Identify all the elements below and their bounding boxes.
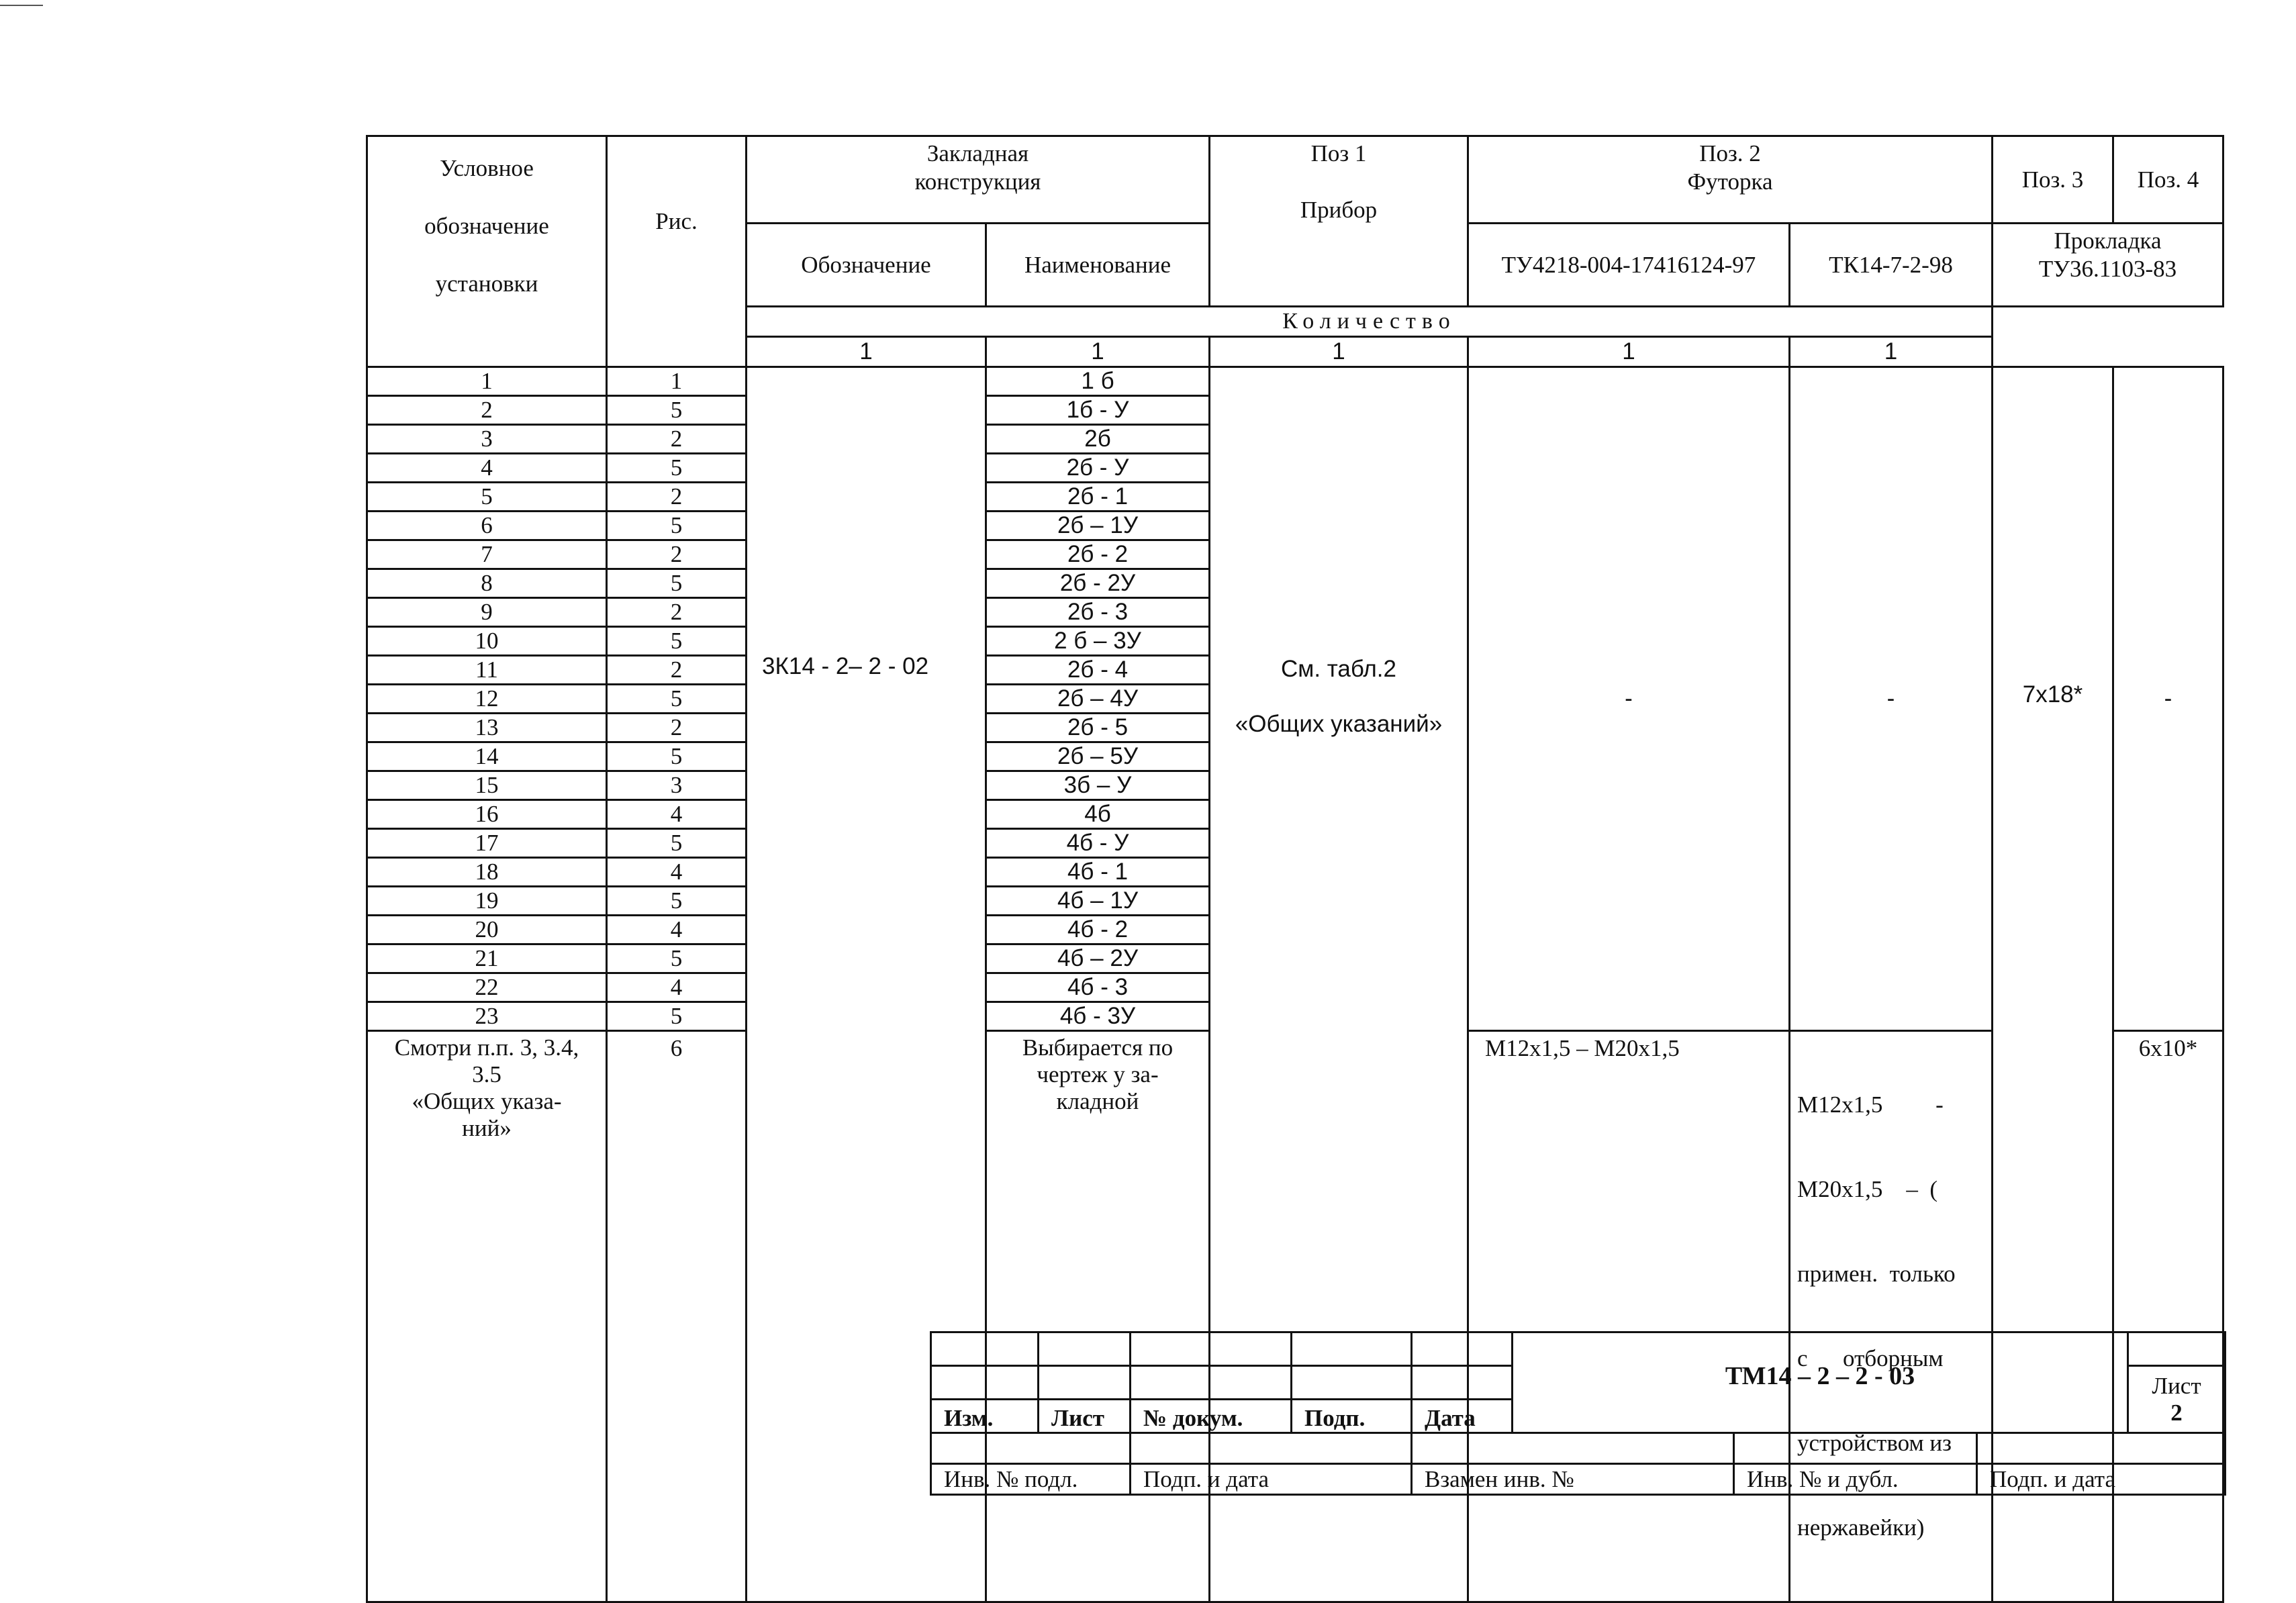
row-ris: 5 [607, 569, 747, 598]
row-name: 2 б – 3У [986, 627, 1210, 656]
last-futorka-tk-line4: с отборным [1797, 1345, 1944, 1371]
row-num: 19 [367, 887, 607, 916]
stamp-cell [1412, 1332, 1513, 1366]
stamp-podp-data-2: Подп. и дата [1977, 1464, 2226, 1495]
row-name: 4б - У [986, 829, 1210, 858]
row-name: 4б – 2У [986, 944, 1210, 973]
row-name: 3б – У [986, 771, 1210, 800]
row-ris: 3 [607, 771, 747, 800]
row-name: 2б - 4 [986, 656, 1210, 685]
stamp-podp-data: Подп. и дата [1131, 1464, 1412, 1495]
row-name: 4б – 1У [986, 887, 1210, 916]
header-poz2-line2: Футорка [1687, 168, 1773, 195]
stamp-vzamen: Взамен инв. № [1412, 1464, 1734, 1495]
row-ris: 5 [607, 1002, 747, 1031]
stamp-list: Лист [1039, 1400, 1131, 1433]
row-ris: 5 [607, 685, 747, 714]
last-uslovnoe-line2: 3.5 [472, 1061, 501, 1087]
stamp-cell [1039, 1332, 1131, 1366]
poz4-merged: - [2113, 367, 2223, 1031]
qty-poz1: 1 [747, 337, 986, 367]
poz3-value: 7х18* [2022, 681, 2083, 708]
header-poz1 [1210, 136, 1468, 307]
stamp-cell [1131, 1366, 1292, 1400]
header-uslovnoe [367, 136, 607, 367]
row-name: 1 б [986, 367, 1210, 396]
header-poz2 [1468, 136, 1993, 224]
stamp-cell [1131, 1433, 1412, 1464]
stamp-cell [1131, 1332, 1292, 1366]
header-naimenovanie: Наименование [986, 224, 1210, 307]
row-name: 2б [986, 425, 1210, 454]
stamp-sheet [2128, 1366, 2226, 1433]
last-futorka-tk-line1: М12х1,5 - [1797, 1091, 1944, 1118]
last-futorka-tk [1790, 1031, 1993, 1602]
row-num: 13 [367, 714, 607, 742]
qty-futorka-tk: 1 [1210, 337, 1468, 367]
last-uslovnoe-line4: ний» [462, 1115, 512, 1141]
row-ris: 5 [607, 512, 747, 540]
stamp-sheet-value: 2 [2170, 1399, 2183, 1426]
last-futorka-tu: М12х1,5 – М20х1,5 [1468, 1031, 1790, 1602]
stamp-cell [1734, 1433, 1977, 1464]
pribor-line1: См. табл.2 [1281, 656, 1396, 682]
row-name: 4б [986, 800, 1210, 829]
row-num: 12 [367, 685, 607, 714]
qty-futorka-tu: 1 [986, 337, 1210, 367]
row-num: 15 [367, 771, 607, 800]
stamp-cell [1977, 1433, 2226, 1464]
row-ris: 2 [607, 598, 747, 627]
row-name: 2б – 1У [986, 512, 1210, 540]
header-poz4: Поз. 4 [2113, 136, 2223, 224]
row-num: 10 [367, 627, 607, 656]
header-zakladnaya [747, 136, 1210, 224]
stamp-cell [931, 1366, 1039, 1400]
header-poz3: Поз. 3 [1993, 136, 2113, 224]
row-num: 8 [367, 569, 607, 598]
row-num: 17 [367, 829, 607, 858]
row-ris: 5 [607, 887, 747, 916]
stamp-cell [1292, 1332, 1412, 1366]
title-block [930, 1331, 2226, 1496]
row-ris: 5 [607, 742, 747, 771]
row-ris: 2 [607, 656, 747, 685]
last-poz4: 6х10* [2113, 1031, 2223, 1602]
header-kolichestvo: Количество [747, 307, 1993, 337]
row-ris: 4 [607, 973, 747, 1002]
header-futorka-tu: ТУ4218-004-17416124-97 [1468, 224, 1790, 307]
row-num: 18 [367, 858, 607, 887]
table-row [367, 367, 2223, 396]
stamp-cell [1039, 1366, 1131, 1400]
row-ris: 5 [607, 944, 747, 973]
row-num: 23 [367, 1002, 607, 1031]
row-name: 2б – 4У [986, 685, 1210, 714]
header-ris: Рис. [607, 136, 747, 367]
row-name: 1б - У [986, 396, 1210, 425]
row-ris: 2 [607, 425, 747, 454]
row-name: 2б - 5 [986, 714, 1210, 742]
last-futorka-tk-line2: М20х1,5 – ( [1797, 1176, 1938, 1202]
row-name: 2б - У [986, 454, 1210, 483]
row-num: 14 [367, 742, 607, 771]
stamp-cell [931, 1433, 1131, 1464]
last-ris: 6 [607, 1031, 747, 1602]
qty-poz3: 1 [1468, 337, 1790, 367]
row-num: 21 [367, 944, 607, 973]
row-name: 2б - 2У [986, 569, 1210, 598]
header-futorka-tk: ТК14-7-2-98 [1790, 224, 1993, 307]
stamp-izm: Изм. [931, 1400, 1039, 1433]
stamp-data: Дата [1412, 1400, 1513, 1433]
pribor-line2: «Общих указаний» [1235, 711, 1443, 737]
header-poz2-line1: Поз. 2 [1699, 140, 1761, 166]
row-num: 6 [367, 512, 607, 540]
last-uslovnoe [367, 1031, 607, 1602]
row-name: 4б - 3У [986, 1002, 1210, 1031]
row-ris: 5 [607, 829, 747, 858]
row-ris: 1 [607, 367, 747, 396]
stamp-cell [2128, 1332, 2226, 1366]
last-futorka-tk-line6: нержавейки) [1797, 1514, 1925, 1541]
last-uslovnoe-line3: «Общих указа- [412, 1088, 562, 1114]
row-ris: 5 [607, 396, 747, 425]
header-uslovnoe-line1: Условное [440, 155, 534, 181]
stamp-designation: ТМ14 – 2 – 2 - 03 [1513, 1332, 2128, 1433]
stamp-doc-num: № докум. [1131, 1400, 1292, 1433]
stamp-cell [1412, 1433, 1734, 1464]
last-futorka-tk-line3: примен. только [1797, 1261, 1956, 1287]
futorka-tk-merged: - [1790, 367, 1993, 1031]
row-ris: 2 [607, 714, 747, 742]
row-num: 4 [367, 454, 607, 483]
header-uslovnoe-line3: установки [435, 271, 538, 297]
header-uslovnoe-line2: обозначение [424, 213, 549, 239]
row-name: 4б - 1 [986, 858, 1210, 887]
last-name-line2: чертеж у за- [1037, 1061, 1159, 1087]
row-num: 9 [367, 598, 607, 627]
row-ris: 4 [607, 800, 747, 829]
row-num: 22 [367, 973, 607, 1002]
header-prokladka-line1: Прокладка [2054, 228, 2162, 254]
row-num: 1 [367, 367, 607, 396]
row-name: 4б - 2 [986, 916, 1210, 944]
stamp-inv-podl: Инв. № подл. [931, 1464, 1131, 1495]
last-name [986, 1031, 1210, 1602]
row-num: 20 [367, 916, 607, 944]
row-num: 11 [367, 656, 607, 685]
header-zakladnaya-text: Закладная конструкция [914, 140, 1041, 195]
row-num: 5 [367, 483, 607, 512]
oboznachenie-value: 3К14 - 2– 2 - 02 [762, 653, 929, 679]
last-uslovnoe-line1: Смотри п.п. 3, 3.4, [394, 1034, 579, 1061]
last-futorka-tk-line5: устройством из [1797, 1430, 1952, 1456]
row-name: 2б - 3 [986, 598, 1210, 627]
row-ris: 5 [607, 627, 747, 656]
corner-mark [0, 5, 43, 6]
row-ris: 2 [607, 540, 747, 569]
last-name-line3: кладной [1056, 1088, 1139, 1114]
header-oboznachenie: Обозначение [747, 224, 986, 307]
row-ris: 2 [607, 483, 747, 512]
row-name: 2б - 2 [986, 540, 1210, 569]
stamp-podp: Подп. [1292, 1400, 1412, 1433]
header-poz1-line1: Поз 1 [1310, 140, 1367, 166]
header-prokladka-line2: ТУ36.1103-83 [2038, 256, 2177, 282]
stamp-sheet-label: Лист [2152, 1372, 2201, 1399]
row-num: 16 [367, 800, 607, 829]
row-num: 3 [367, 425, 607, 454]
row-num: 2 [367, 396, 607, 425]
qty-poz4: 1 [1790, 337, 1993, 367]
row-num: 7 [367, 540, 607, 569]
stamp-cell [1412, 1366, 1513, 1400]
row-ris: 5 [607, 454, 747, 483]
row-ris: 4 [607, 916, 747, 944]
futorka-tu-merged: - [1468, 367, 1790, 1031]
stamp-cell [1292, 1366, 1412, 1400]
row-name: 4б - 3 [986, 973, 1210, 1002]
stamp-cell [931, 1332, 1039, 1366]
header-poz1-line2: Прибор [1300, 197, 1378, 223]
last-name-line1: Выбирается по [1022, 1034, 1174, 1061]
row-name: 2б - 1 [986, 483, 1210, 512]
stamp-inv-dubl: Инв. № и дубл. [1734, 1464, 1977, 1495]
header-prokladka [1993, 224, 2223, 307]
row-name: 2б – 5У [986, 742, 1210, 771]
row-ris: 4 [607, 858, 747, 887]
